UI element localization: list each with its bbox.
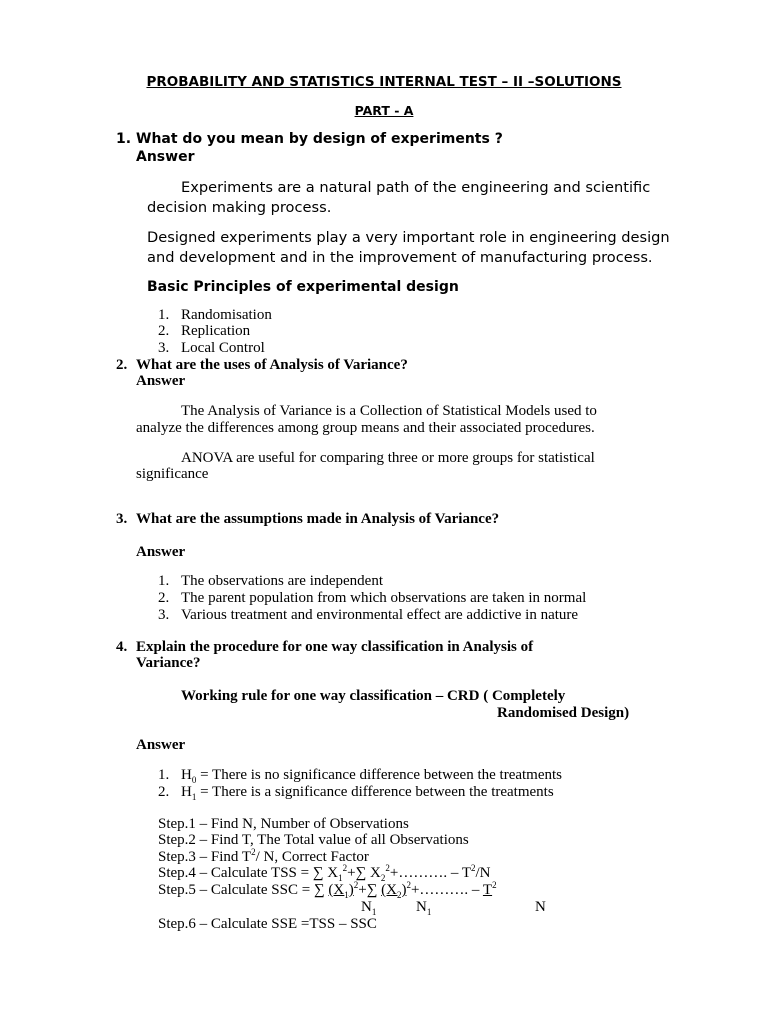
list-item: Randomisation [181,307,272,323]
list-item-number: 2. [158,323,170,339]
step-5-denominator: N [535,899,546,915]
document-title: PROBABILITY AND STATISTICS INTERNAL TEST – II –SOLUTIONS [146,74,622,90]
step-6: Step.6 – Calculate SSE =TSS – SSC [158,916,377,932]
list-item-number: 3. [158,607,170,623]
list-item-number: 1. [158,573,170,589]
question-number: 2. [116,357,128,373]
step-3: Step.3 – Find $T^2/$ N, Correct Factor [158,847,369,865]
paragraph-line: significance [136,466,209,482]
question-number: 4. [116,639,128,655]
list-item-number: 1. [158,307,170,323]
question-number: 1. [116,131,132,147]
list-item-number: 2. [158,590,170,606]
question-number: 3. [116,511,128,527]
alternative-hypothesis: $H_1$ = There is a significance difference between the treatments [181,784,554,802]
paragraph-line: ANOVA are useful for comparing three or more groups for statistical [181,450,595,466]
working-rule-heading: Working rule for one way classification – CRD ( Completely [181,688,566,704]
question-text-line: Explain the procedure for one way classification in Analysis of [136,639,534,655]
answer-label: Answer [136,737,186,753]
step-1: Step.1 – Find N, Number of Observations [158,816,409,832]
list-item: Various treatment and environmental effect are addictive in nature [181,607,579,623]
paragraph-line: The Analysis of Variance is a Collection of Statistical Models used to [181,403,597,419]
list-item-number: 1. [158,767,170,783]
part-heading: PART - A [354,103,414,118]
paragraph-line: and development and in the improvement of manufacturing process. [147,249,653,266]
working-rule-heading: Randomised Design) [497,705,630,721]
list-item-number: 2. [158,784,170,800]
paragraph-line: decision making process. [147,199,332,216]
paragraph-line: analyze the differences among group means and their associated procedures. [136,420,595,436]
step-2: Step.2 – Find T, The Total value of all Observations [158,832,469,848]
answer-label: Answer [136,149,195,165]
paragraph-line: Experiments are a natural path of the engineering and scientific [181,179,651,196]
question-text: What are the uses of Analysis of Variance? [136,357,408,373]
step-4: Step.4 – Calculate TSS = ∑ $X_1^2+\sum$ $X_2^2+\dots\dots\dots$. – $T^2/N$ [158,863,491,883]
list-item: The parent population from which observations are taken in normal [181,590,587,606]
question-text: What are the assumptions made in Analysis of Variance? [136,511,500,527]
answer-label: Answer [136,544,186,560]
principles-heading: Basic Principles of experimental design [147,279,459,295]
paragraph-line: Designed experiments play a very important role in engineering design [147,229,670,246]
question-text-line: Variance? [136,655,201,671]
question-text: What do you mean by design of experiments ? [136,131,503,147]
step-5-denominator: $N_1$ [416,899,432,917]
list-item: The observations are independent [181,573,384,589]
answer-label: Answer [136,373,186,389]
step-5-denominator: $N_1$ [361,899,377,917]
list-item: Replication [181,323,251,339]
list-item: Local Control [181,340,265,356]
step-5: Step.5 – Calculate SSC = ∑ $(X_1)^2+\sum$ $(X_2)^2+\dots\dots\dots$. – $T^2$ [158,880,497,900]
list-item-number: 3. [158,340,170,356]
null-hypothesis: $H_0$ = There is no significance difference between the treatments [181,767,563,785]
